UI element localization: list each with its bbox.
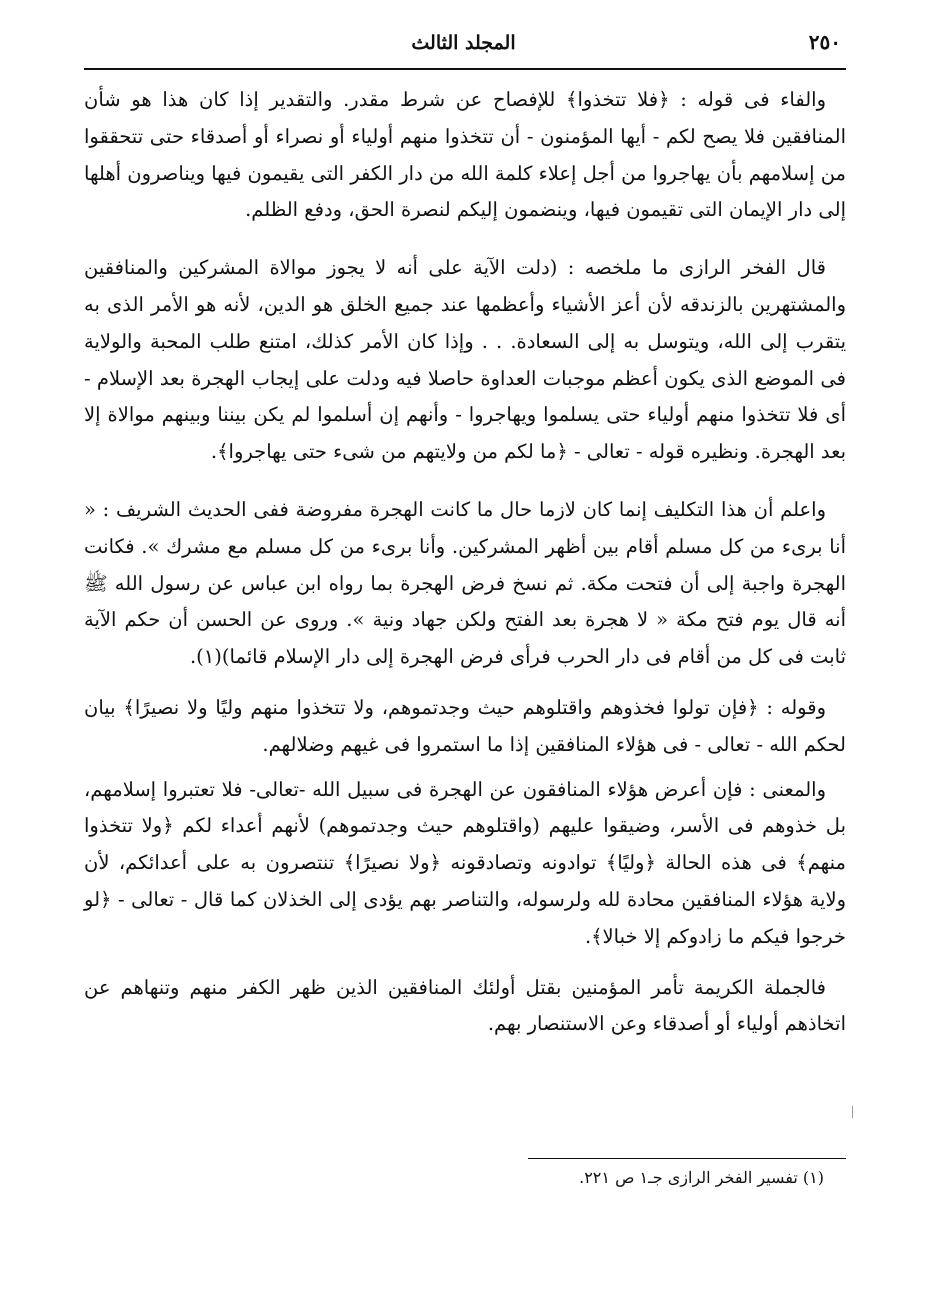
footnote-rule bbox=[528, 1158, 846, 1159]
running-title: المجلد الثالث bbox=[411, 32, 516, 54]
paragraph-conclusion: فالجملة الكريمة تأمر المؤمنين بقتل أولئك المنافقين الذين ظهر الكفر منهم وتنهاهم عن اتخاذهم أولياء أو أصدقاء وعن الاستنصار بهم. bbox=[84, 975, 846, 1036]
paragraph-razi-quote: قال الفخر الرازى ما ملخصه : (دلت الآية على أنه لا يجوز موالاة المشركين والمنافقين والمشتهرين بالزندقه لأن أعز الأشياء وأعظمها عند جميع الخلق هو الدين، لأنه هو الأمر الذى به يتقرب إلى الله، ويتوسل به إلى السعادة. . . وإذا كان الأمر كذلك، امتنع طلب المحبة والولاية فى الموضع الذى يكون أعظم موجبات العداوة حاصلا فيه ودلت على إيجاب الهجرة بعد الإسلام - أى فلا تتخذوا منهم أولياء حتى يسلموا ويهاجروا - وأنهم إن أسلموا لم يكن بيننا وبينهم موالاة إلا بعد الهجرة. ونظيره قوله - تعالى - ﴿ما لكم من ولايتهم من شىء حتى يهاجروا﴾. bbox=[84, 256, 846, 464]
paragraph-fa-conjunction: والفاء فى قوله : ﴿فلا تتخذوا﴾ للإفصاح عن شرط مقدر. والتقدير إذا كان هذا هو شأن المنافقين فلا يصح لكم - أيها المؤمنون - أن تتخذوا منهم أولياء أو نصراء أو أصدقاء حتى تتحققوا من إسلامهم بأن يهاجروا من أجل إعلاء كلمة الله من دار الكفر التى يقيمون فيها ويناصرون أهلها إلى دار الإيمان التى تقيمون فيها، وينضمون إليكم لنصرة الحق، ودفع الظلم. bbox=[84, 88, 846, 222]
paragraph-meaning: والمعنى : فإن أعرض هؤلاء المنافقون عن الهجرة فى سبيل الله -تعالى- فلا تعتبروا إسلامهم، بل خذوهم فى الأسر، وضيقوا عليهم (واقتلوهم حيث وجدتموهم) لأنهم أعداء لكم ﴿ولا تتخذوا منهم﴾ فى هذه الحالة ﴿وليًا﴾ توادونه وتصادقونه ﴿ولا نصيرًا﴾ تنتصرون به على أعدائكم، لأن ولاية هؤلاء المنافقين محادة لله ولرسوله، والتناصر بهم يؤدى إلى الخذلان كما قال - تعالى - ﴿لو خرجوا فيكم ما زادوكم إلا خبالا﴾. bbox=[84, 777, 846, 948]
footnote: (١) تفسير الفخر الرازى جـ١ ص ٢٢١. bbox=[579, 1168, 824, 1187]
header-rule bbox=[84, 68, 846, 70]
margin-mark bbox=[852, 1106, 855, 1118]
page-header bbox=[86, 30, 841, 64]
body-text bbox=[84, 82, 846, 1043]
paragraph-verse-quote: وقوله : ﴿فإن تولوا فخذوهم واقتلوهم حيث وجدتموهم، ولا تتخذوا منهم وليًا ولا نصيرًا﴾ بيان لحكم الله - تعالى - فى هؤلاء المنافقين إذا ما استمروا فى غيهم وضلالهم. bbox=[84, 695, 846, 756]
paragraph-hijra-obligation: واعلم أن هذا التكليف إنما كان لازما حال ما كانت الهجرة مفروضة ففى الحديث الشريف : « أنا برىء من كل مسلم أقام بين أظهر المشركين. وأنا برىء من كل مسلم مع مشرك ». فكانت الهجرة واجبة إلى أن فتحت مكة. ثم نسخ فرض الهجرة بما رواه ابن عباس عن رسول الله ﷺ أنه قال يوم فتح مكة « لا هجرة بعد الفتح ولكن جهاد ونية ». وروى عن الحسن أن حكم الآية ثابت فى كل من أقام فى دار الحرب فرأى فرض الهجرة إلى دار الإسلام قائما)(١). bbox=[84, 497, 846, 669]
page-number: ٢٥٠ bbox=[808, 30, 841, 54]
